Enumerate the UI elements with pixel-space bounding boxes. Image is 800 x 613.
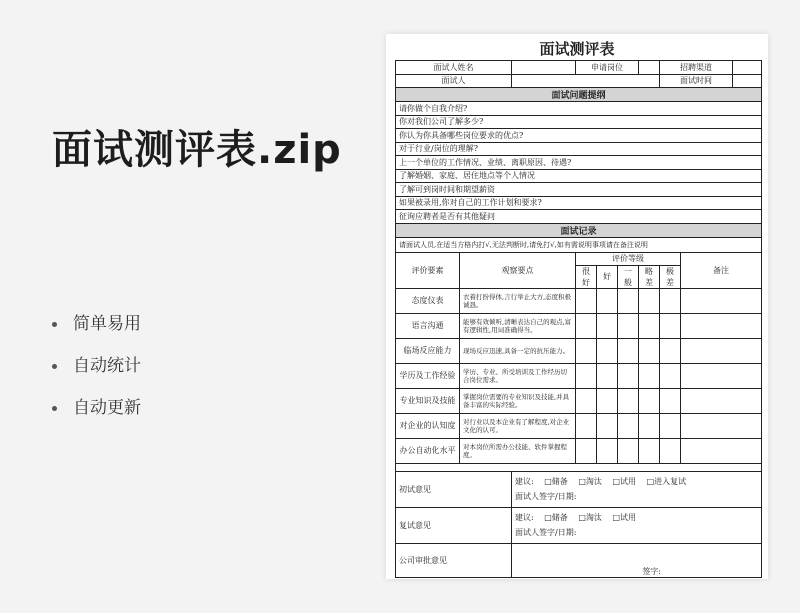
criteria-row bbox=[396, 288, 762, 313]
interviewer-label: 面试人 bbox=[396, 74, 512, 88]
suggest-label: 建议: bbox=[515, 477, 534, 486]
criteria-factor: 办公自动化水平 bbox=[396, 438, 460, 463]
grade-cell[interactable] bbox=[597, 388, 618, 413]
time-label: 面试时间 bbox=[660, 74, 733, 88]
question-row bbox=[396, 156, 762, 170]
criteria-desc: 衣着打扮得体,言行举止大方,态度积极诚恳。 bbox=[460, 288, 576, 313]
approval-sign: 签字: bbox=[512, 543, 762, 577]
grade-cell[interactable] bbox=[660, 438, 681, 463]
grade-cell[interactable] bbox=[639, 388, 660, 413]
factor-header: 评价要素 bbox=[396, 252, 460, 288]
grade-cell[interactable] bbox=[639, 363, 660, 388]
question-row bbox=[396, 115, 762, 129]
instruction-text: 请面试人员,在适当方格内打√,无法判断时,请免打√,如有需说明事项请在备注说明 bbox=[396, 237, 762, 252]
channel-label: 招聘渠道 bbox=[660, 61, 733, 75]
criteria-factor: 态度仪表 bbox=[396, 288, 460, 313]
grade-level: 一般 bbox=[618, 265, 639, 288]
grade-cell[interactable] bbox=[639, 413, 660, 438]
first-opinion-options bbox=[515, 476, 758, 487]
grade-cell[interactable] bbox=[639, 338, 660, 363]
interviewer-field[interactable] bbox=[512, 74, 660, 88]
grade-cell[interactable] bbox=[639, 438, 660, 463]
criteria-row bbox=[396, 438, 762, 463]
criteria-desc: 现场反应迅速,具备一定的抗压能力。 bbox=[460, 338, 576, 363]
feature-item bbox=[52, 314, 141, 334]
info-row bbox=[396, 74, 762, 88]
name-field[interactable] bbox=[512, 61, 576, 75]
position-field[interactable] bbox=[639, 61, 660, 75]
question-row bbox=[396, 210, 762, 224]
criteria-desc: 学历、专业、所受培训及工作经历切合岗位需求。 bbox=[460, 363, 576, 388]
channel-field[interactable] bbox=[733, 61, 762, 75]
option-reject-checkbox[interactable]: □淘汰 bbox=[578, 477, 602, 486]
grade-cell[interactable] bbox=[618, 388, 639, 413]
question-row bbox=[396, 102, 762, 116]
spacer-row bbox=[396, 463, 762, 471]
feature-item bbox=[52, 356, 141, 376]
remark-cell[interactable] bbox=[681, 338, 762, 363]
grade-header: 评价等级 bbox=[576, 252, 681, 265]
grade-cell[interactable] bbox=[597, 363, 618, 388]
grade-cell[interactable] bbox=[576, 363, 597, 388]
criteria-row bbox=[396, 388, 762, 413]
criteria-row bbox=[396, 338, 762, 363]
question-row bbox=[396, 142, 762, 156]
option-reserve-checkbox[interactable]: □储备 bbox=[544, 513, 568, 522]
grade-cell[interactable] bbox=[618, 363, 639, 388]
question-row bbox=[396, 169, 762, 183]
feature-label: 自动更新 bbox=[73, 398, 141, 418]
feature-label: 自动统计 bbox=[73, 356, 141, 376]
remark-header: 备注 bbox=[681, 252, 762, 288]
second-opinion-options bbox=[515, 512, 758, 523]
criteria-desc: 掌握岗位需要的专业知识及技能,并具备丰富的实际经验。 bbox=[460, 388, 576, 413]
grade-cell[interactable] bbox=[618, 438, 639, 463]
record-section-title: 面试记录 bbox=[396, 223, 762, 237]
questions-section-title: 面试问题提纲 bbox=[396, 88, 762, 102]
grade-cell[interactable] bbox=[618, 313, 639, 338]
section-header bbox=[396, 88, 762, 102]
section-header bbox=[396, 223, 762, 237]
criteria-factor: 学历及工作经验 bbox=[396, 363, 460, 388]
approval-label: 公司审批意见 bbox=[396, 543, 512, 577]
question-text: 请你做个自我介绍? bbox=[396, 102, 762, 116]
instruction-row bbox=[396, 237, 762, 252]
grade-cell[interactable] bbox=[639, 288, 660, 313]
question-text: 征询应聘者是否有其他疑问 bbox=[396, 210, 762, 224]
second-opinion-content bbox=[512, 507, 762, 543]
feature-list bbox=[52, 314, 141, 440]
grade-cell[interactable] bbox=[597, 413, 618, 438]
second-opinion-row bbox=[396, 507, 762, 543]
remark-cell[interactable] bbox=[681, 363, 762, 388]
grade-cell[interactable] bbox=[618, 413, 639, 438]
criteria-factor: 临场反应能力 bbox=[396, 338, 460, 363]
bullet-dot bbox=[52, 364, 57, 369]
criteria-desc: 对行业以及本企业有了解程度,对企业文化的认可。 bbox=[460, 413, 576, 438]
option-trial-checkbox[interactable]: □试用 bbox=[612, 513, 637, 522]
spacer-cell bbox=[396, 463, 762, 471]
second-opinion-label: 复试意见 bbox=[396, 507, 512, 543]
first-opinion-row bbox=[396, 471, 762, 507]
remark-cell[interactable] bbox=[681, 288, 762, 313]
question-row bbox=[396, 183, 762, 197]
suggest-label: 建议: bbox=[515, 513, 534, 522]
time-field[interactable] bbox=[733, 74, 762, 88]
grade-level: 很好 bbox=[576, 265, 597, 288]
question-text: 了解可到岗时间和期望薪资 bbox=[396, 183, 762, 197]
criteria-factor: 对企业的认知度 bbox=[396, 413, 460, 438]
first-opinion-content bbox=[512, 471, 762, 507]
grade-cell[interactable] bbox=[639, 313, 660, 338]
criteria-desc: 能够有效倾听,清晰表达自己的观点,富有逻辑性,用词准确得当。 bbox=[460, 313, 576, 338]
remark-cell[interactable] bbox=[681, 313, 762, 338]
first-opinion-sign: 面试人签字/日期: bbox=[515, 492, 577, 501]
question-text: 上一个单位的工作情况、业绩、离职原因、待遇? bbox=[396, 156, 762, 170]
remark-cell[interactable] bbox=[681, 438, 762, 463]
position-label: 申请岗位 bbox=[576, 61, 639, 75]
remark-cell[interactable] bbox=[681, 388, 762, 413]
second-opinion-sign: 面试人签字/日期: bbox=[515, 528, 577, 537]
grade-cell[interactable] bbox=[597, 338, 618, 363]
question-text: 如果被录用,你对自己的工作计划和要求? bbox=[396, 196, 762, 210]
page-title: 面试测评表.zip bbox=[52, 127, 342, 173]
question-text: 你认为你具备哪些岗位要求的优点? bbox=[396, 129, 762, 143]
bullet-dot bbox=[52, 406, 57, 411]
feature-item bbox=[52, 398, 141, 418]
criteria-row bbox=[396, 413, 762, 438]
question-text: 你对我们公司了解多少? bbox=[396, 115, 762, 129]
question-text: 对于行业/岗位的理解? bbox=[396, 142, 762, 156]
grade-cell[interactable] bbox=[660, 363, 681, 388]
criteria-row bbox=[396, 313, 762, 338]
question-row bbox=[396, 196, 762, 210]
document-preview bbox=[386, 34, 768, 579]
grade-cell[interactable] bbox=[597, 313, 618, 338]
info-row bbox=[396, 61, 762, 75]
grade-cell[interactable] bbox=[660, 288, 681, 313]
grade-cell[interactable] bbox=[660, 338, 681, 363]
header-row bbox=[396, 252, 762, 265]
grade-cell[interactable] bbox=[618, 288, 639, 313]
grade-cell[interactable] bbox=[597, 438, 618, 463]
option-trial-checkbox[interactable]: □试用 bbox=[612, 477, 637, 486]
grade-cell[interactable] bbox=[576, 288, 597, 313]
criteria-row bbox=[396, 363, 762, 388]
grade-cell[interactable] bbox=[660, 413, 681, 438]
grade-cell[interactable] bbox=[660, 388, 681, 413]
points-header: 观察要点 bbox=[460, 252, 576, 288]
grade-cell[interactable] bbox=[576, 338, 597, 363]
question-row bbox=[396, 129, 762, 143]
question-text: 了解婚姻、家庭、居住地点等个人情况 bbox=[396, 169, 762, 183]
evaluation-form bbox=[395, 60, 762, 578]
grade-cell[interactable] bbox=[576, 388, 597, 413]
grade-level: 极差 bbox=[660, 265, 681, 288]
grade-cell[interactable] bbox=[576, 413, 597, 438]
grade-cell[interactable] bbox=[618, 338, 639, 363]
criteria-factor: 语言沟通 bbox=[396, 313, 460, 338]
grade-cell[interactable] bbox=[597, 288, 618, 313]
remark-cell[interactable] bbox=[681, 413, 762, 438]
grade-level: 略差 bbox=[639, 265, 660, 288]
grade-level: 好 bbox=[597, 265, 618, 288]
first-opinion-label: 初试意见 bbox=[396, 471, 512, 507]
grade-cell[interactable] bbox=[576, 313, 597, 338]
option-reserve-checkbox[interactable]: □储备 bbox=[544, 477, 568, 486]
bullet-dot bbox=[52, 322, 57, 327]
option-second-round-checkbox[interactable]: □进入复试 bbox=[646, 477, 687, 486]
criteria-factor: 专业知识及技能 bbox=[396, 388, 460, 413]
document-title: 面试测评表 bbox=[539, 40, 615, 58]
approval-row bbox=[396, 543, 762, 577]
grade-cell[interactable] bbox=[576, 438, 597, 463]
option-reject-checkbox[interactable]: □淘汰 bbox=[578, 513, 602, 522]
name-label: 面试人姓名 bbox=[396, 61, 512, 75]
criteria-desc: 对本岗位所需办公技能、软件掌握程度。 bbox=[460, 438, 576, 463]
feature-label: 简单易用 bbox=[73, 314, 141, 334]
grade-cell[interactable] bbox=[660, 313, 681, 338]
